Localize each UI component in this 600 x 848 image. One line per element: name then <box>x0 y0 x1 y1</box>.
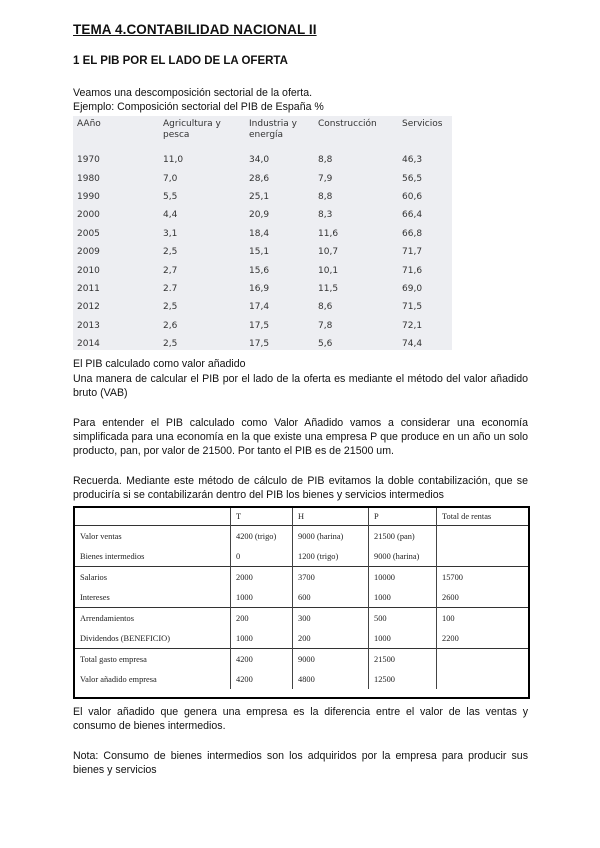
example-paragraph: Para entender el PIB calculado como Valor Añadido vamos a considerar una economía simplificada para una economía en la que existe una empresa P que produce en un año un solo producto, pan, por valor de 21500. Por tanto el PIB es de 21500 um. <box>73 417 528 457</box>
pib-paragraph: Una manera de calcular el PIB por el lado de la oferta es mediante el método del valor añadido bruto (VAB) <box>73 373 528 399</box>
table-cell: 12500 <box>369 669 437 689</box>
table-cell: 56,5 <box>402 173 423 184</box>
table-cell: 1000 <box>231 628 293 649</box>
section-title: 1 EL PIB POR EL LADO DE LA OFERTA <box>73 55 288 67</box>
table-cell: 11,6 <box>318 228 339 239</box>
note-paragraph: Nota: Consumo de bienes intermedios son los adquiridos por la empresa para producir sus bienes y servicios <box>73 750 528 776</box>
column-header: Industria y energía <box>249 119 297 140</box>
table-row <box>75 587 528 608</box>
table-cell: Total gasto empresa <box>75 649 231 670</box>
table-cell: 10,1 <box>318 265 339 276</box>
table-row <box>73 206 452 224</box>
table-cell: 300 <box>293 608 369 629</box>
table-cell: 0 <box>231 546 293 567</box>
table-cell: 10000 <box>369 567 437 588</box>
table-row <box>73 151 452 169</box>
table-row <box>73 280 452 298</box>
table-cell: 2,5 <box>163 247 178 258</box>
table-cell <box>437 649 529 670</box>
table-cell: 2600 <box>437 587 529 608</box>
table-cell: 2,6 <box>163 320 178 331</box>
table-cell <box>437 546 529 567</box>
table-cell: 9000 (harina) <box>293 526 369 547</box>
table-cell: 17,5 <box>249 339 270 350</box>
column-header: AAño <box>77 119 101 129</box>
table-cell: 2005 <box>77 228 100 239</box>
table-cell: 66,8 <box>402 228 423 239</box>
table-row <box>75 546 528 567</box>
table-cell: 2,5 <box>163 339 178 350</box>
table-row <box>73 261 452 279</box>
table-cell: 21500 (pan) <box>369 526 437 547</box>
table-cell: 21500 <box>369 649 437 670</box>
table-cell: 1000 <box>369 628 437 649</box>
column-header: P <box>369 508 437 526</box>
table-cell: 4200 <box>231 669 293 689</box>
table-cell: 34,0 <box>249 155 270 166</box>
table-cell: 1980 <box>77 173 100 184</box>
table-row <box>73 317 452 335</box>
column-header: H <box>293 508 369 526</box>
table-cell: 46,3 <box>402 155 423 166</box>
table-cell: 1000 <box>231 587 293 608</box>
table-cell: 5,6 <box>318 339 333 350</box>
table-cell: 500 <box>369 608 437 629</box>
table-cell: 5,5 <box>163 191 178 202</box>
table-cell: 2014 <box>77 339 100 350</box>
table-cell: 3,1 <box>163 228 178 239</box>
table-cell: 2009 <box>77 247 100 258</box>
table-cell: 2.7 <box>163 283 178 294</box>
table-cell: 17,4 <box>249 302 270 313</box>
table-cell: 1000 <box>369 587 437 608</box>
table-cell: 1990 <box>77 191 100 202</box>
table-cell <box>437 669 529 689</box>
table-cell: 69,0 <box>402 283 423 294</box>
table-cell: 1970 <box>77 155 100 166</box>
table-cell: 2,5 <box>163 302 178 313</box>
table-cell: 3700 <box>293 567 369 588</box>
column-header: T <box>231 508 293 526</box>
table-cell: Dividendos (BENEFICIO) <box>80 633 171 643</box>
column-header: Total de rentas <box>437 508 529 526</box>
column-header: Agricultura y pesca <box>163 119 221 140</box>
table-cell: 8,8 <box>318 155 333 166</box>
table-cell: 11,5 <box>318 283 339 294</box>
table-cell: 15,6 <box>249 265 270 276</box>
table-cell: 2000 <box>231 567 293 588</box>
table-row <box>75 567 528 588</box>
table-cell: 71,6 <box>402 265 423 276</box>
table-cell: 18,4 <box>249 228 270 239</box>
table-cell: 100 <box>437 608 529 629</box>
table-cell: 8,6 <box>318 302 333 313</box>
table-cell: 66,4 <box>402 210 423 221</box>
table-cell: Intereses <box>80 592 110 602</box>
table-cell: 20,9 <box>249 210 270 221</box>
table-cell: 4,4 <box>163 210 178 221</box>
table-cell: 4200 <box>231 649 293 670</box>
table-cell: Arrendamientos <box>75 608 231 629</box>
table-row <box>73 243 452 261</box>
table-cell: Bienes intermedios <box>80 551 145 561</box>
table-cell: 1200 (trigo) <box>293 546 369 567</box>
recuerda-paragraph: Recuerda. Mediante este método de cálculo de PIB evitamos la doble contabilización, que se produciría si se contabilizarán dentro del PIB los bienes y servicios intermedios <box>73 475 528 501</box>
conclusion-paragraph: El valor añadido que genera una empresa es la diferencia entre el valor de las ventas y consumo de bienes intermedios. <box>73 706 528 732</box>
table-row <box>75 526 528 547</box>
table-cell: 600 <box>293 587 369 608</box>
table-cell: 200 <box>231 608 293 629</box>
table-row <box>73 225 452 243</box>
column-header: Servicios <box>402 119 443 129</box>
table-cell <box>437 526 529 547</box>
table-cell: Valor ventas <box>75 526 231 547</box>
page-title: TEMA 4.CONTABILIDAD NACIONAL II <box>73 22 317 37</box>
table-cell: 15,1 <box>249 247 270 258</box>
table-row <box>75 669 528 689</box>
table-cell: 9000 (harina) <box>369 546 437 567</box>
table-cell: 17,5 <box>249 320 270 331</box>
table-cell: 2012 <box>77 302 100 313</box>
value-added-table <box>73 506 530 699</box>
intro-line: Veamos una descomposición sectorial de la oferta. <box>73 87 313 99</box>
table-header-row <box>73 116 452 151</box>
table-cell: 4200 (trigo) <box>231 526 293 547</box>
table-caption: Ejemplo: Composición sectorial del PIB de España % <box>73 101 324 113</box>
table-cell: 4800 <box>293 669 369 689</box>
table-cell: 71,7 <box>402 247 423 258</box>
table-row <box>75 628 528 649</box>
table-cell: 2200 <box>437 628 529 649</box>
table-cell: 10,7 <box>318 247 339 258</box>
table-cell: 16,9 <box>249 283 270 294</box>
table-row <box>73 298 452 316</box>
table-row <box>75 608 528 629</box>
column-header <box>75 508 231 526</box>
table-row <box>73 188 452 206</box>
table-cell: 15700 <box>437 567 529 588</box>
table-cell: 8,8 <box>318 191 333 202</box>
table-row <box>73 335 452 353</box>
table-cell: 2013 <box>77 320 100 331</box>
table-cell: 2010 <box>77 265 100 276</box>
table-header-row <box>75 508 528 526</box>
table-cell: Valor añadido empresa <box>80 674 157 684</box>
table-row <box>75 649 528 670</box>
table-cell: 7,8 <box>318 320 333 331</box>
table-cell: 25,1 <box>249 191 270 202</box>
table-cell: Salarios <box>75 567 231 588</box>
column-header: Construcción <box>318 119 377 129</box>
table-cell: 2,7 <box>163 265 178 276</box>
table-cell: 7,9 <box>318 173 333 184</box>
table-cell: 60,6 <box>402 191 423 202</box>
table-cell: 7,0 <box>163 173 178 184</box>
table-cell: 71,5 <box>402 302 423 313</box>
table-cell: 11,0 <box>163 155 184 166</box>
table-cell: 2011 <box>77 283 100 294</box>
table-cell: 8,3 <box>318 210 333 221</box>
table-cell: 200 <box>293 628 369 649</box>
gdp-sector-table <box>73 116 452 350</box>
table-cell: 28,6 <box>249 173 270 184</box>
table-cell: 74,4 <box>402 339 423 350</box>
table-cell: 2000 <box>77 210 100 221</box>
table-cell: 72,1 <box>402 320 423 331</box>
pib-heading: El PIB calculado como valor añadido <box>73 358 246 370</box>
table-row <box>73 169 452 187</box>
table-cell: 9000 <box>293 649 369 670</box>
